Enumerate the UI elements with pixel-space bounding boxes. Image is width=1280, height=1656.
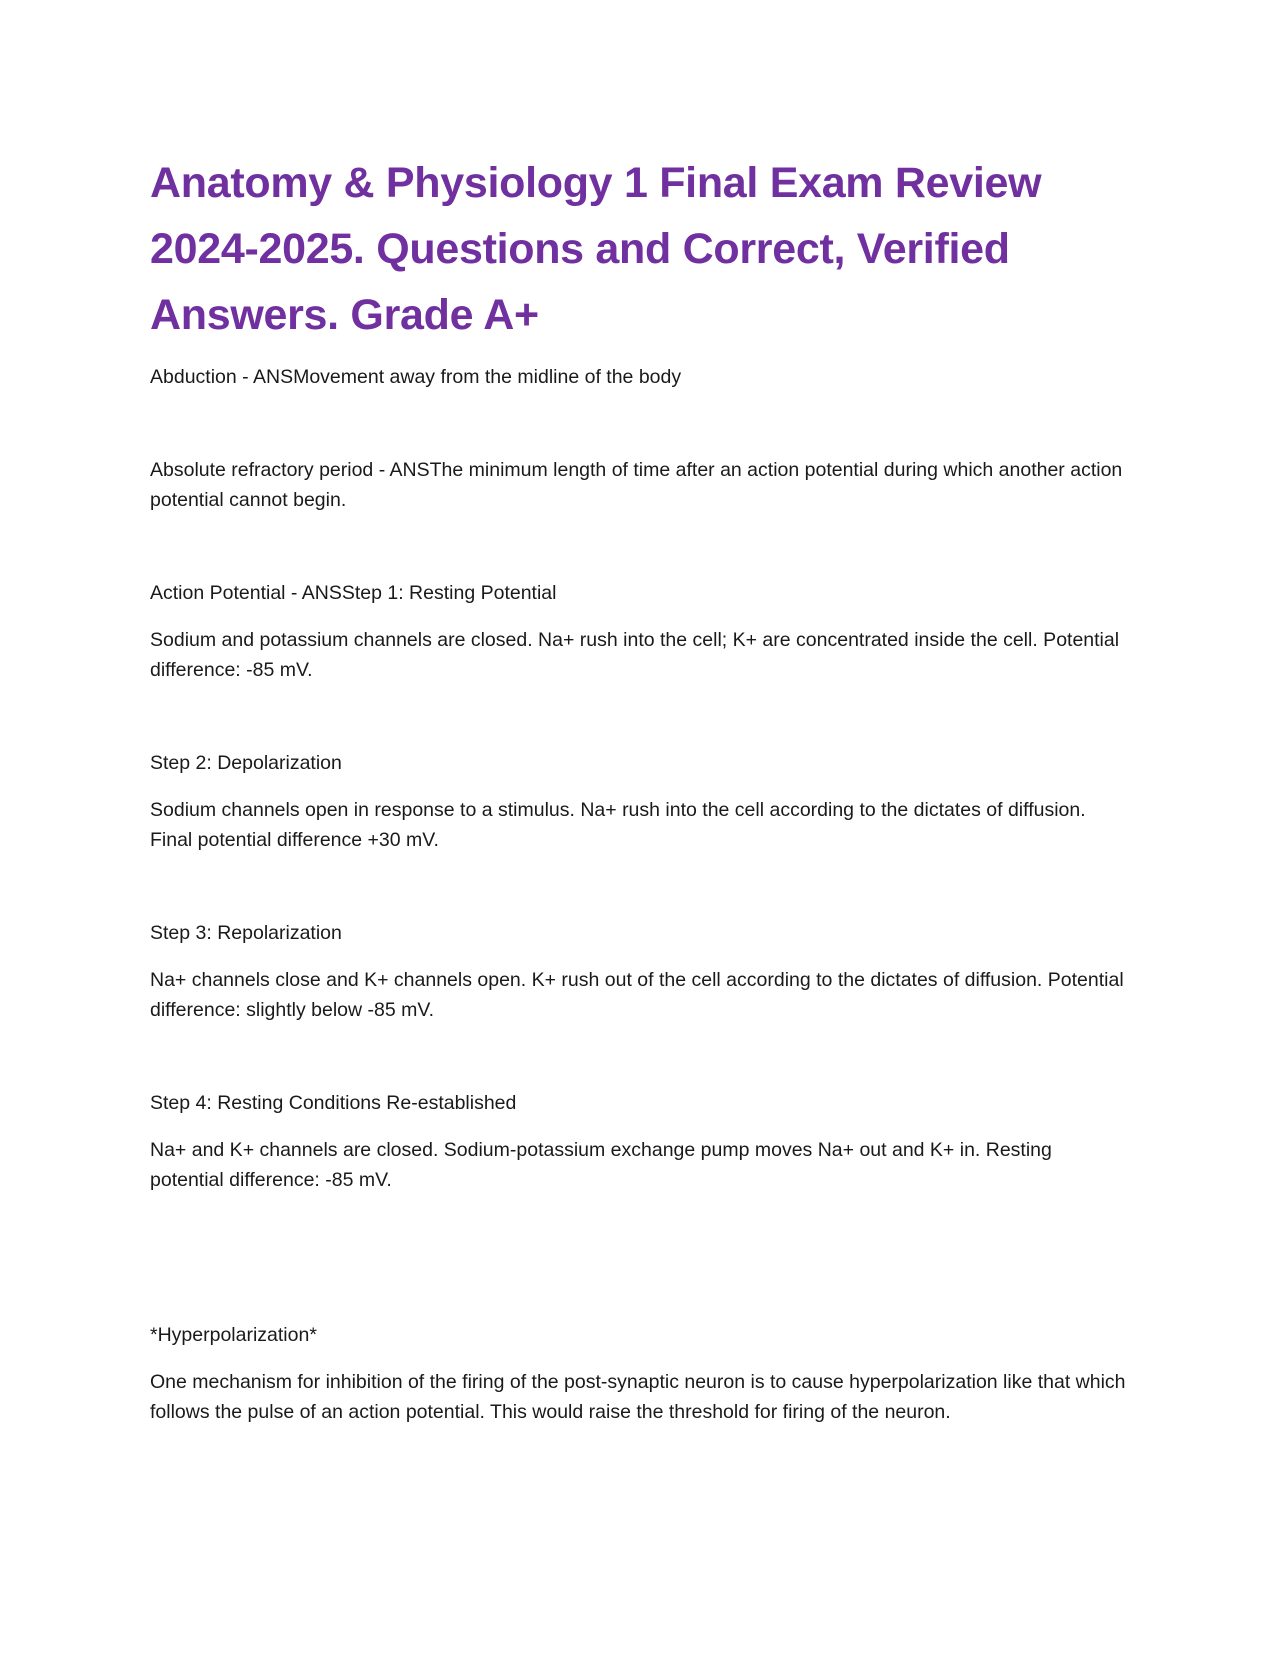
spacer [150,1025,1130,1088]
paragraph-hyperpolarization-detail: One mechanism for inhibition of the firing of the post-synaptic neuron is to cause hyperpolarization like that which follows the pulse of an action potential. This would raise the threshold for firing of the neuron. [150,1371,1126,1423]
spacer [150,608,1130,625]
paragraph-step-4-heading: Step 4: Resting Conditions Re-established [150,1092,517,1114]
document-page [150,150,1130,1427]
paragraph-step-1-detail: Sodium and potassium channels are closed. Na+ rush into the cell; K+ are concentrated inside the cell. Potential difference: -85 mV. [150,629,1120,681]
paragraph-step-4-detail: Na+ and K+ channels are closed. Sodium-potassium exchange pump moves Na+ out and K+ in. Resting potential difference: -85 mV. [150,1139,1052,1191]
paragraph-step-3-heading: Step 3: Repolarization [150,922,342,944]
spacer [150,515,1130,578]
spacer [150,392,1130,455]
spacer [150,855,1130,918]
paragraph-step-2-detail: Sodium channels open in response to a stimulus. Na+ rush into the cell according to the dictates of diffusion. Final potential difference +30 mV. [150,799,1086,851]
paragraph-abduction: Abduction - ANSMovement away from the midline of the body [150,366,682,388]
paragraph-action-potential-step-1: Action Potential - ANSStep 1: Resting Potential [150,582,557,604]
spacer [150,1350,1130,1367]
spacer [150,685,1130,748]
paragraph-step-3-detail: Na+ channels close and K+ channels open. K+ rush out of the cell according to the dictates of diffusion. Potential difference: slightly below -85 mV. [150,969,1124,1021]
spacer [150,1195,1130,1320]
spacer [150,1118,1130,1135]
document-title: Anatomy & Physiology 1 Final Exam Review 2024-2025. Questions and Correct, Verified Answers. Grade A+ [150,159,1042,339]
spacer [150,948,1130,965]
spacer [150,778,1130,795]
paragraph-step-2-heading: Step 2: Depolarization [150,752,342,774]
paragraph-hyperpolarization-heading: *Hyperpolarization* [150,1324,317,1346]
paragraph-absolute-refractory-period: Absolute refractory period - ANSThe minimum length of time after an action potential during which another action potential cannot begin. [150,459,1123,511]
